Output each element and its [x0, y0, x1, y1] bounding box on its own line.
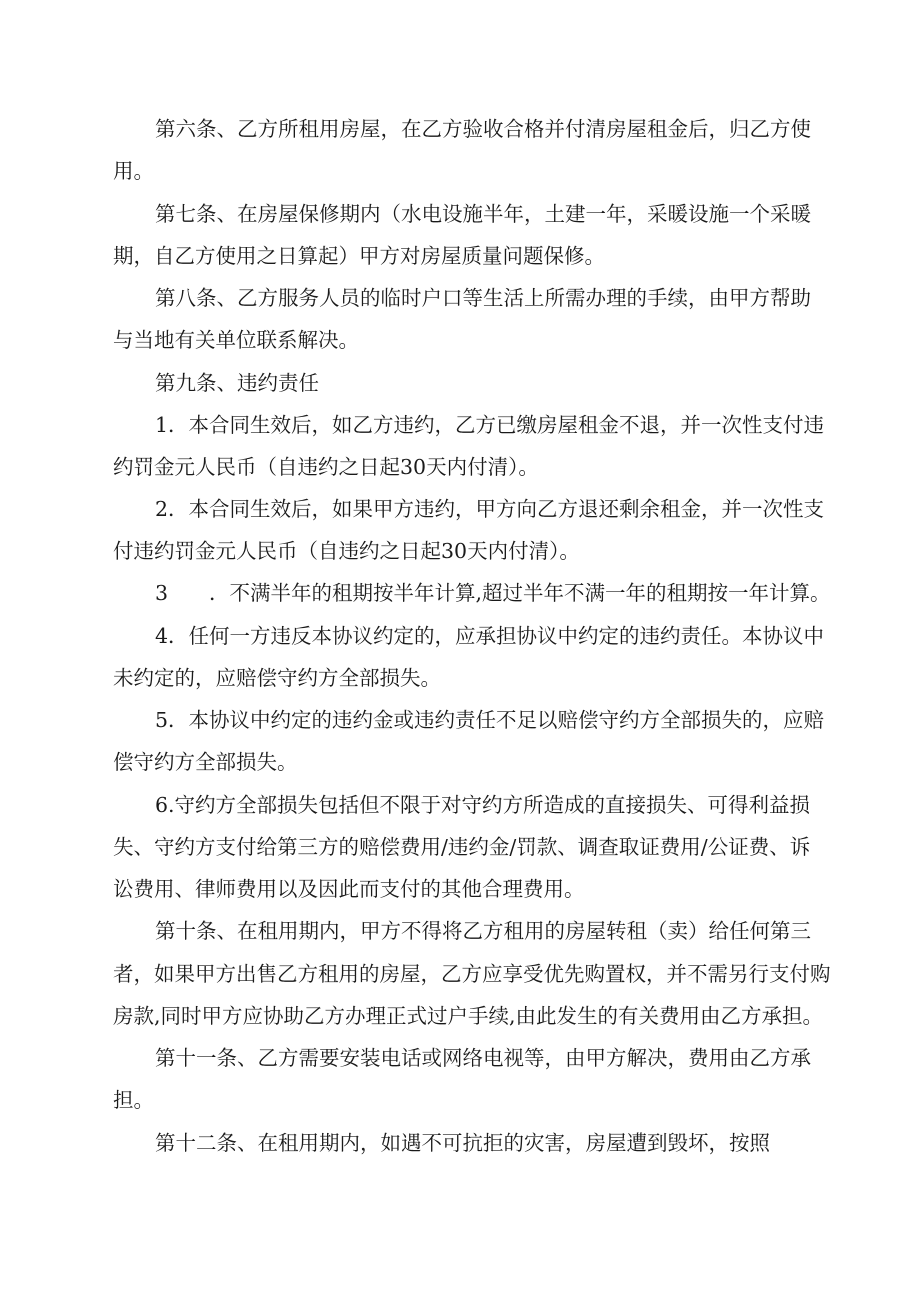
article-10-line-2: 者，如果甲方出售乙方租用的房屋，乙方应享受优先购置权，并不需另行支付购: [113, 962, 831, 986]
article-11-line-1: 第十一条、乙方需要安装电话或网络电视等，由甲方解决，费用由乙方承: [155, 1046, 811, 1070]
article-6-line-2: 用。: [113, 159, 154, 183]
clause-6-line-2: 失、守约方支付给第三方的赔偿费用/违约金/罚款、调查取证费用/公证费、诉: [113, 835, 811, 859]
clause-2-line-2: 付违约罚金元人民币（自违约之日起30天内付清）。: [113, 539, 580, 563]
clause-5-line-1: 5．本协议中约定的违约金或违约责任不足以赔偿守约方全部损失的，应赔: [155, 708, 825, 732]
clause-1-line-2: 约罚金元人民币（自违约之日起30天内付清）。: [113, 455, 539, 479]
article-7-line-2: 期，自乙方使用之日算起）甲方对房屋质量问题保修。: [113, 244, 605, 268]
clause-2-line-1: 2．本合同生效后，如果甲方违约，甲方向乙方退还剩余租金，并一次性支: [155, 497, 825, 521]
article-9-heading: 第九条、违约责任: [155, 371, 319, 395]
clause-4-line-2: 未约定的，应赔偿守约方全部损失。: [113, 666, 441, 690]
article-7-line-1: 第七条、在房屋保修期内（水电设施半年，土建一年，采暖设施一个采暖: [155, 202, 811, 226]
article-8-line-2: 与当地有关单位联系解决。: [113, 328, 359, 352]
article-6-line-1: 第六条、乙方所租用房屋，在乙方验收合格并付清房屋租金后，归乙方使: [155, 117, 811, 141]
clause-5-line-2: 偿守约方全部损失。: [113, 750, 298, 774]
article-12-line-1: 第十二条、在租用期内，如遇不可抗拒的灾害，房屋遭到毁坏，按照: [155, 1131, 770, 1155]
clause-3-line-1: 3 ．不满半年的租期按半年计算,超过半年不满一年的租期按一年计算。: [155, 581, 831, 605]
clause-6-line-1: 6.守约方全部损失包括但不限于对守约方所造成的直接损失、可得利益损: [155, 793, 811, 817]
article-8-line-1: 第八条、乙方服务人员的临时户口等生活上所需办理的手续，由甲方帮助: [155, 286, 811, 310]
clause-4-line-1: 4．任何一方违反本协议约定的，应承担协议中约定的违约责任。本协议中: [155, 624, 825, 648]
clause-1-line-1: 1．本合同生效后，如乙方违约，乙方已缴房屋租金不退，并一次性支付违: [155, 413, 825, 437]
article-11-line-2: 担。: [113, 1088, 154, 1112]
article-10-line-1: 第十条、在租用期内，甲方不得将乙方租用的房屋转租（卖）给任何第三: [155, 919, 811, 943]
clause-6-line-3: 讼费用、律师费用以及因此而支付的其他合理费用。: [113, 877, 585, 901]
article-10-line-3: 房款,同时甲方应协助乙方办理正式过户手续,由此发生的有关费用由乙方承担。: [113, 1004, 824, 1028]
